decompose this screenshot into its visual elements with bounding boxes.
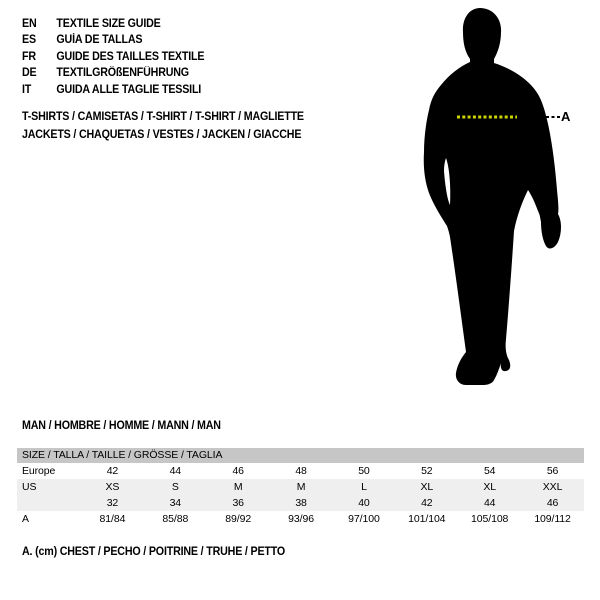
row-label: Europe	[22, 465, 56, 477]
table-cell: 32	[106, 497, 119, 509]
silhouette-body	[424, 8, 561, 385]
table-cell: 97/100	[348, 513, 380, 525]
table-row-us	[17, 479, 584, 495]
man-silhouette-figure	[400, 0, 600, 420]
table-cell: 109/112	[534, 513, 571, 525]
table-row-chest-cm	[17, 511, 584, 527]
size-table-header: SIZE / TALLA / TAILLE / GRÖSSE / TAGLIA	[17, 448, 584, 463]
section-heading: MAN / HOMBRE / HOMME / MANN / MAN	[22, 420, 221, 432]
table-cell: 101/104	[408, 513, 446, 525]
table-cell: 34	[169, 497, 182, 509]
table-cell: M	[296, 481, 306, 493]
category-line-jackets: JACKETS / CHAQUETAS / VESTES / JACKEN / GIACCHE	[22, 129, 302, 141]
language-guide-list	[22, 16, 218, 98]
table-cell: XXL	[542, 481, 563, 493]
table-cell: 38	[295, 497, 307, 509]
table-cell: 52	[421, 465, 433, 477]
table-cell: 56	[546, 465, 559, 477]
table-cell: 50	[358, 465, 370, 477]
table-cell: 42	[421, 497, 433, 509]
table-cell: XL	[420, 481, 434, 493]
row-label: US	[22, 481, 37, 493]
table-row-europe	[17, 463, 584, 479]
language-label: TEXTILGRÖßENFÜHRUNG	[56, 67, 189, 80]
table-cell: 81/84	[99, 513, 126, 525]
language-label: GUÍA DE TALLAS	[56, 34, 143, 47]
language-guide-item	[22, 82, 204, 98]
table-cell: 85/88	[162, 513, 189, 525]
measurement-footnote: A. (cm) CHEST / PECHO / POITRINE / TRUHE / PETTO	[22, 546, 286, 558]
language-code: EN	[22, 18, 37, 30]
table-cell: M	[233, 481, 243, 493]
table-cell: 42	[106, 465, 119, 477]
table-cell: 44	[483, 497, 496, 509]
language-label: GUIDE DES TAILLES TEXTILE	[56, 50, 205, 63]
table-cell: S	[171, 481, 179, 493]
language-guide-item	[22, 65, 204, 81]
language-code: FR	[22, 50, 36, 63]
language-label: GUIDA ALLE TAGLIE TESSILI	[56, 83, 202, 96]
man-silhouette	[400, 0, 600, 420]
category-lines	[22, 108, 325, 144]
table-cell: XL	[483, 481, 497, 493]
table-cell: 89/92	[225, 513, 252, 525]
table-cell: 46	[546, 497, 559, 509]
table-cell: 54	[483, 465, 496, 477]
table-cell: 48	[295, 465, 307, 477]
language-guide-item	[22, 49, 204, 65]
table-cell: XS	[105, 481, 120, 493]
language-guide-item	[22, 32, 204, 48]
category-line-tshirts: T-SHIRTS / CAMISETAS / T-SHIRT / T-SHIRT / MAGLIETTE	[22, 111, 304, 123]
row-label	[17, 495, 81, 511]
table-cell: 105/108	[471, 513, 509, 525]
table-cell: 40	[358, 497, 370, 509]
language-label: TEXTILE SIZE GUIDE	[56, 18, 161, 30]
table-cell: 93/96	[288, 513, 314, 525]
table-cell: 46	[232, 465, 244, 477]
table-cell: L	[361, 481, 367, 493]
table-cell: 44	[169, 465, 182, 477]
size-table	[17, 448, 584, 527]
table-cell: 36	[232, 497, 244, 509]
row-label: A	[22, 513, 29, 525]
table-row-numeric	[17, 495, 584, 511]
language-code: ES	[22, 34, 36, 47]
language-guide-item	[22, 16, 204, 32]
language-code: IT	[22, 83, 32, 96]
language-code: DE	[22, 67, 37, 80]
measurement-a-label: A	[561, 109, 571, 124]
